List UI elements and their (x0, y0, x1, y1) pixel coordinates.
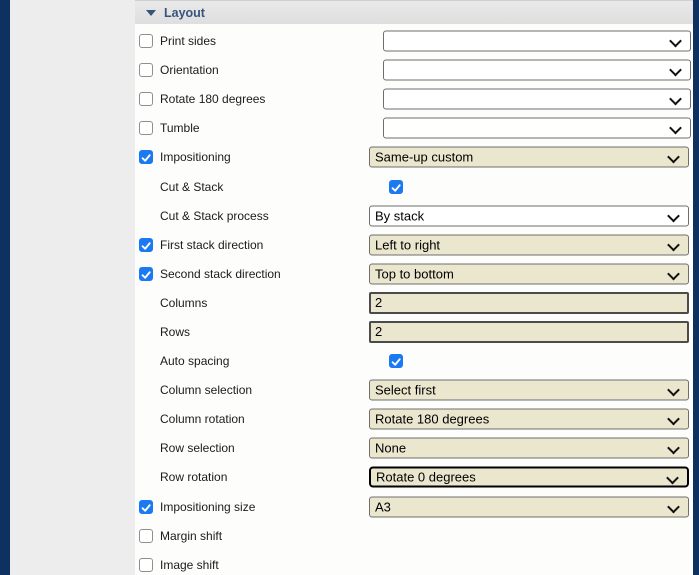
select-column-rotation[interactable] (369, 409, 689, 430)
left-accent-bar (0, 0, 10, 575)
row-image-shift (135, 550, 693, 575)
section-title: Layout (164, 5, 205, 20)
chevron-down-icon (669, 93, 682, 106)
select-row-rotation-value: Rotate 0 degrees (376, 469, 476, 485)
label-cut-and-stack-process: Cut & Stack process (160, 208, 269, 223)
chevron-down-icon (667, 384, 680, 397)
label-image-shift: Image shift (160, 557, 219, 572)
select-second-stack-direction-value: Top to bottom (375, 266, 454, 282)
chevron-down-icon (669, 35, 682, 48)
select-cut-and-stack-process[interactable] (369, 205, 689, 226)
select-row-selection-value: None (375, 440, 407, 456)
label-tumble: Tumble (160, 121, 200, 136)
chevron-down-icon (666, 472, 679, 485)
label-second-stack-direction: Second stack direction (160, 266, 281, 281)
select-impositioning[interactable] (369, 147, 689, 168)
select-orientation[interactable] (383, 60, 691, 81)
input-rows[interactable] (369, 321, 689, 343)
row-rows (135, 317, 693, 346)
chevron-down-icon (667, 209, 680, 222)
label-rotate-180-degrees: Rotate 180 degrees (160, 92, 266, 107)
select-column-rotation-value: Rotate 180 degrees (375, 411, 490, 427)
chevron-down-icon (667, 413, 680, 426)
label-row-rotation: Row rotation (160, 470, 228, 485)
select-rotate-180-degrees[interactable] (383, 89, 691, 110)
chevron-down-icon (667, 238, 680, 251)
checkbox-orientation[interactable] (139, 63, 153, 77)
select-column-selection[interactable] (369, 380, 689, 401)
checkbox-impositioning[interactable] (139, 150, 153, 164)
chevron-down-icon (667, 267, 680, 280)
checkbox-tumble[interactable] (139, 121, 153, 135)
checkbox-print-sides[interactable] (139, 34, 153, 48)
layout-settings-section (135, 0, 693, 575)
chevron-down-icon (667, 151, 680, 164)
checkbox-second-stack-direction[interactable] (139, 267, 153, 281)
row-first-stack-direction (135, 230, 693, 259)
right-accent-bar (693, 0, 699, 575)
label-first-stack-direction: First stack direction (160, 237, 264, 252)
left-gutter (10, 0, 135, 575)
checkbox-first-stack-direction[interactable] (139, 238, 153, 252)
select-tumble[interactable] (383, 118, 691, 139)
row-impositioning-size (135, 492, 693, 521)
select-row-selection[interactable] (369, 438, 689, 459)
select-cut-and-stack-process-value: By stack (375, 208, 425, 224)
row-impositioning (135, 143, 693, 172)
select-column-selection-value: Select first (375, 382, 436, 398)
checkbox-control-cut-and-stack[interactable] (389, 180, 403, 194)
chevron-down-icon (667, 442, 680, 455)
row-column-rotation (135, 405, 693, 434)
select-second-stack-direction[interactable] (369, 263, 689, 284)
label-impositioning: Impositioning (160, 150, 231, 165)
select-row-rotation[interactable] (369, 467, 689, 488)
row-second-stack-direction (135, 259, 693, 288)
label-orientation: Orientation (160, 63, 219, 78)
checkbox-impositioning-size[interactable] (139, 500, 153, 514)
row-tumble (135, 114, 693, 143)
label-row-selection: Row selection (160, 441, 235, 456)
label-columns: Columns (160, 295, 208, 310)
select-impositioning-size-value: A3 (375, 499, 391, 515)
label-rows: Rows (160, 324, 191, 339)
checkbox-control-auto-spacing[interactable] (389, 354, 403, 368)
chevron-down-icon (669, 122, 682, 135)
label-cut-and-stack: Cut & Stack (160, 179, 224, 194)
select-impositioning-size[interactable] (369, 496, 689, 517)
row-margin-shift (135, 521, 693, 550)
chevron-down-icon (667, 500, 680, 513)
row-orientation (135, 56, 693, 85)
row-cut-and-stack (135, 172, 693, 201)
row-rotate-180-degrees (135, 85, 693, 114)
settings-rows (135, 27, 693, 575)
row-auto-spacing (135, 347, 693, 376)
label-margin-shift: Margin shift (160, 528, 223, 543)
label-print-sides: Print sides (160, 34, 217, 49)
checkbox-rotate-180-degrees[interactable] (139, 92, 153, 106)
row-columns (135, 288, 693, 317)
select-first-stack-direction[interactable] (369, 234, 689, 255)
row-print-sides (135, 27, 693, 56)
layout-section-header[interactable] (135, 0, 693, 24)
input-columns[interactable] (369, 292, 689, 314)
select-print-sides[interactable] (383, 31, 691, 52)
select-impositioning-value: Same-up custom (375, 149, 474, 165)
select-first-stack-direction-value: Left to right (375, 237, 441, 253)
row-row-rotation (135, 463, 693, 492)
collapse-triangle-icon (146, 10, 156, 16)
chevron-down-icon (669, 64, 682, 77)
checkbox-image-shift[interactable] (139, 558, 153, 572)
row-column-selection (135, 376, 693, 405)
label-column-selection: Column selection (160, 383, 253, 398)
label-column-rotation: Column rotation (160, 412, 245, 427)
label-impositioning-size: Impositioning size (160, 499, 256, 514)
row-row-selection (135, 434, 693, 463)
label-auto-spacing: Auto spacing (160, 354, 230, 369)
row-cut-and-stack-process (135, 201, 693, 230)
checkbox-margin-shift[interactable] (139, 529, 153, 543)
